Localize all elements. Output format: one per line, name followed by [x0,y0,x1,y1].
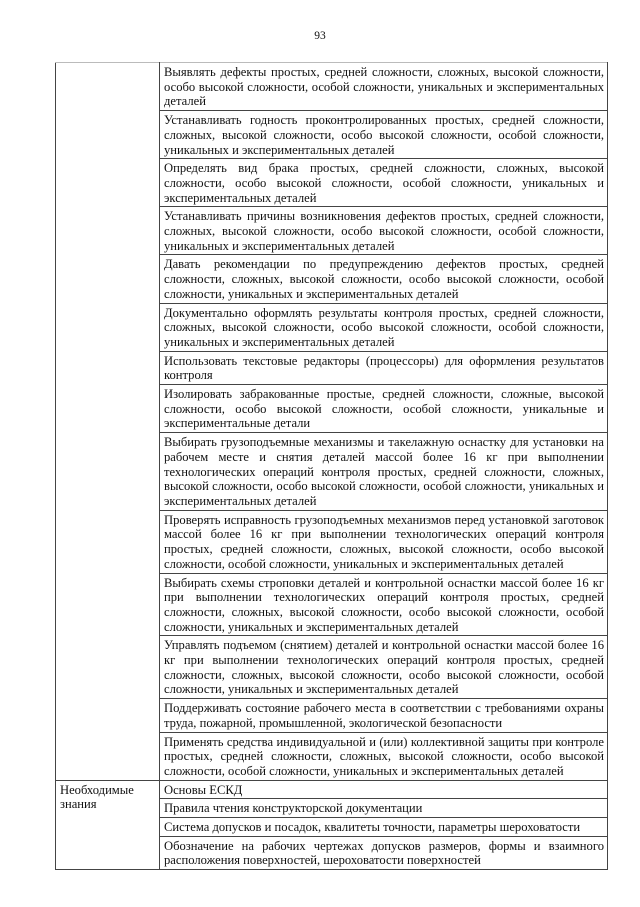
requirement-item: Устанавливать причины возникновения дефектов простых, средней сложности, сложных, высокой сложности, особо высокой сложности, особой сложности, уникальных и экспериментальных деталей [160,207,608,255]
requirement-item: Определять вид брака простых, средней сложности, сложных, высокой сложности, особо высокой сложности, особой сложности, уникальных и экспериментальных деталей [160,159,608,207]
requirement-item: Проверять исправность грузоподъемных механизмов перед установкой заготовок массой более 16 кг при выполнении технологических операций контроля простых, средней сложности, сложных, высокой сложности, особо высокой сложности, особой сложности, уникальных и экспериментальных деталей [160,510,608,573]
requirements-table-body [56,63,608,870]
requirement-item: Основы ЕСКД [160,780,608,799]
requirement-item: Правила чтения конструкторской документации [160,799,608,818]
requirement-item: Документально оформлять результаты контроля простых, средней сложности, сложных, высокой сложности, особо высокой сложности, особой сложности, уникальных и экспериментальных деталей [160,303,608,351]
requirement-item: Выбирать схемы строповки деталей и контрольной оснастки массой более 16 кг при выполнении технологических операций контроля простых, средней сложности, сложных, высокой сложности, особо высокой сложности, особой сложности, уникальных и экспериментальных деталей [160,573,608,636]
requirements-table [55,62,608,870]
requirement-item: Выбирать грузоподъемные механизмы и такелажную оснастку для установки на рабочем месте и снятия деталей массой более 16 кг при выполнении технологических операций контроля простых, средней сложности, сложных, высокой сложности, особо высокой сложности, особой сложности, уникальных и экспериментальных деталей [160,433,608,511]
requirement-item: Давать рекомендации по предупреждению дефектов простых, средней сложности, сложных, высокой сложности, особо высокой сложности, особой сложности, уникальных и экспериментальных деталей [160,255,608,303]
requirement-item: Использовать текстовые редакторы (процессоры) для оформления результатов контроля [160,351,608,384]
section-label [56,63,160,781]
page-number: 93 [314,30,326,42]
requirement-item: Управлять подъемом (снятием) деталей и контрольной оснастки массой более 16 кг при выполнении технологических операций контроля простых, средней сложности, сложных, высокой сложности, особо высокой сложности, особой сложности, уникальных и экспериментальных деталей [160,636,608,699]
requirement-item: Поддерживать состояние рабочего места в соответствии с требованиями охраны труда, пожарной, промышленной, экологической безопасности [160,699,608,732]
table-row [56,63,608,111]
requirement-item: Выявлять дефекты простых, средней сложности, сложных, высокой сложности, особо высокой сложности, особой сложности, уникальных и экспериментальных деталей [160,63,608,111]
section-label: Необходимые знания [56,780,160,870]
requirement-item: Изолировать забракованные простые, средней сложности, сложные, высокой сложности, особо высокой сложности, особой сложности, уникальные и экспериментальные детали [160,385,608,433]
requirement-item: Применять средства индивидуальной и (или) коллективной защиты при контроле простых, средней сложности, сложных, высокой сложности, особо высокой сложности, особой сложности, уникальных и экспериментальных деталей [160,732,608,780]
requirement-item: Система допусков и посадок, квалитеты точности, параметры шероховатости [160,818,608,837]
requirement-item: Устанавливать годность проконтролированных простых, средней сложности, сложных, высокой сложности, особо высокой сложности, особой сложности, уникальных и экспериментальных деталей [160,111,608,159]
requirement-item: Обозначение на рабочих чертежах допусков размеров, формы и взаимного расположения поверхностей, шероховатости поверхностей [160,836,608,869]
table-row [56,780,608,799]
